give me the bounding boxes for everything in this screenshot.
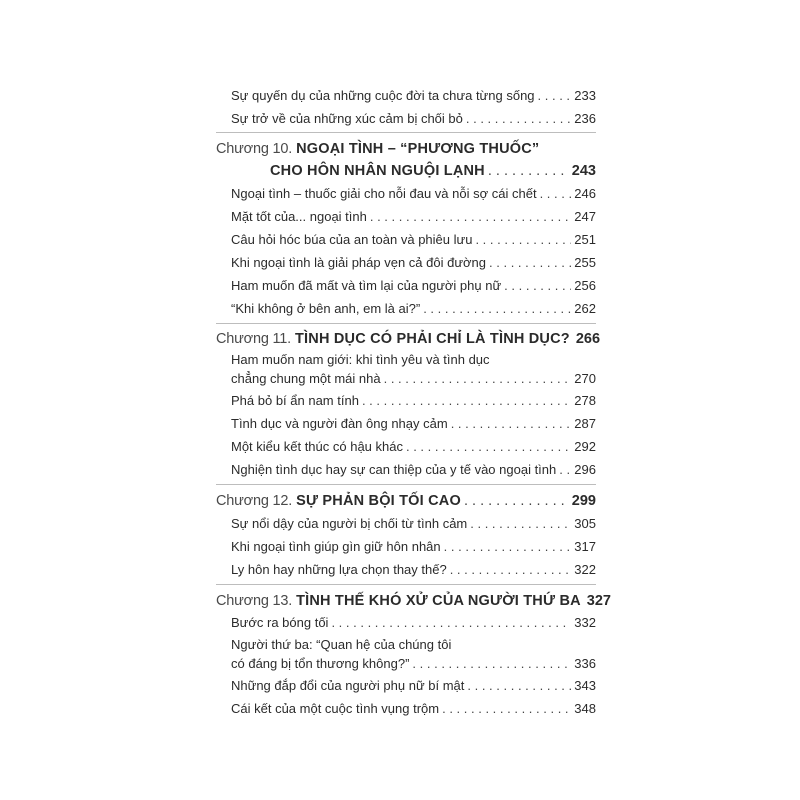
chapter-heading: Chương 11. TÌNH DỤC CÓ PHẢI CHỈ LÀ TÌNH DỤC? 266: [216, 331, 601, 347]
chapter-divider: [216, 584, 596, 585]
toc-entry: Câu hỏi hóc búa của an toàn và phiêu lưu . . . 251: [231, 232, 596, 248]
chapter-heading-continued: CHO HÔN NHÂN NGUỘI LẠNH . . . 243: [270, 162, 596, 180]
toc-entry-continued: có đáng bị tổn thương không?” . . . 336: [231, 656, 596, 672]
toc-entry: Ly hôn hay những lựa chọn thay thế? . . . 322: [231, 562, 596, 578]
toc-entry: Sự quyến dụ của những cuộc đời ta chưa từng sống . . . 233: [231, 88, 596, 104]
toc-entry: Tình dục và người đàn ông nhạy cảm . . . 287: [231, 416, 596, 432]
toc-entry: Những đắp đổi của người phụ nữ bí mật . . . 343: [231, 678, 596, 694]
toc-entry: Sự nổi dậy của người bị chối từ tình cảm . . . 305: [231, 516, 596, 532]
toc-entry: Sự trở về của những xúc cảm bị chối bỏ . . . 236: [231, 111, 596, 127]
toc-entry: Phá bỏ bí ẩn nam tính . . . 278: [231, 393, 596, 409]
toc-entry: “Khi không ở bên anh, em là ai?” . . . 262: [231, 301, 596, 317]
toc-entry: Người thứ ba: “Quan hệ của chúng tôi: [231, 637, 452, 652]
toc-entry: Bước ra bóng tối . . . 332: [231, 615, 596, 631]
chapter-divider: [216, 132, 596, 133]
toc-entry: Nghiện tình dục hay sự can thiệp của y tế vào ngoại tình . . . 296: [231, 462, 596, 478]
toc-entry-continued: chẳng chung một mái nhà . . . 270: [231, 371, 596, 387]
toc-entry: Ham muốn nam giới: khi tình yêu và tình dục: [231, 352, 490, 367]
chapter-heading: Chương 10. NGOẠI TÌNH – “PHƯƠNG THUỐC”: [216, 141, 540, 157]
toc-entry: Khi ngoại tình giúp gìn giữ hôn nhân . . . 317: [231, 539, 596, 555]
toc-entry: Mặt tốt của... ngoại tình . . . 247: [231, 209, 596, 225]
chapter-divider: [216, 484, 596, 485]
toc-entry: Cái kết của một cuộc tình vụng trộm . . . 348: [231, 701, 596, 717]
toc-entry: Một kiểu kết thúc có hậu khác . . . 292: [231, 439, 596, 455]
chapter-heading: Chương 13. TÌNH THẾ KHÓ XỬ CỦA NGƯỜI THỨ BA 327: [216, 593, 611, 609]
chapter-divider: [216, 323, 596, 324]
toc-entry: Khi ngoại tình là giải pháp vẹn cả đôi đường . . . 255: [231, 255, 596, 271]
toc-entry: Ngoại tình – thuốc giải cho nỗi đau và nỗi sợ cái chết . . . 246: [231, 186, 596, 202]
chapter-heading: Chương 12. SỰ PHẢN BỘI TỐI CAO . . . 299: [216, 492, 596, 510]
toc-entry: Ham muốn đã mất và tìm lại của người phụ nữ . . . 256: [231, 278, 596, 294]
